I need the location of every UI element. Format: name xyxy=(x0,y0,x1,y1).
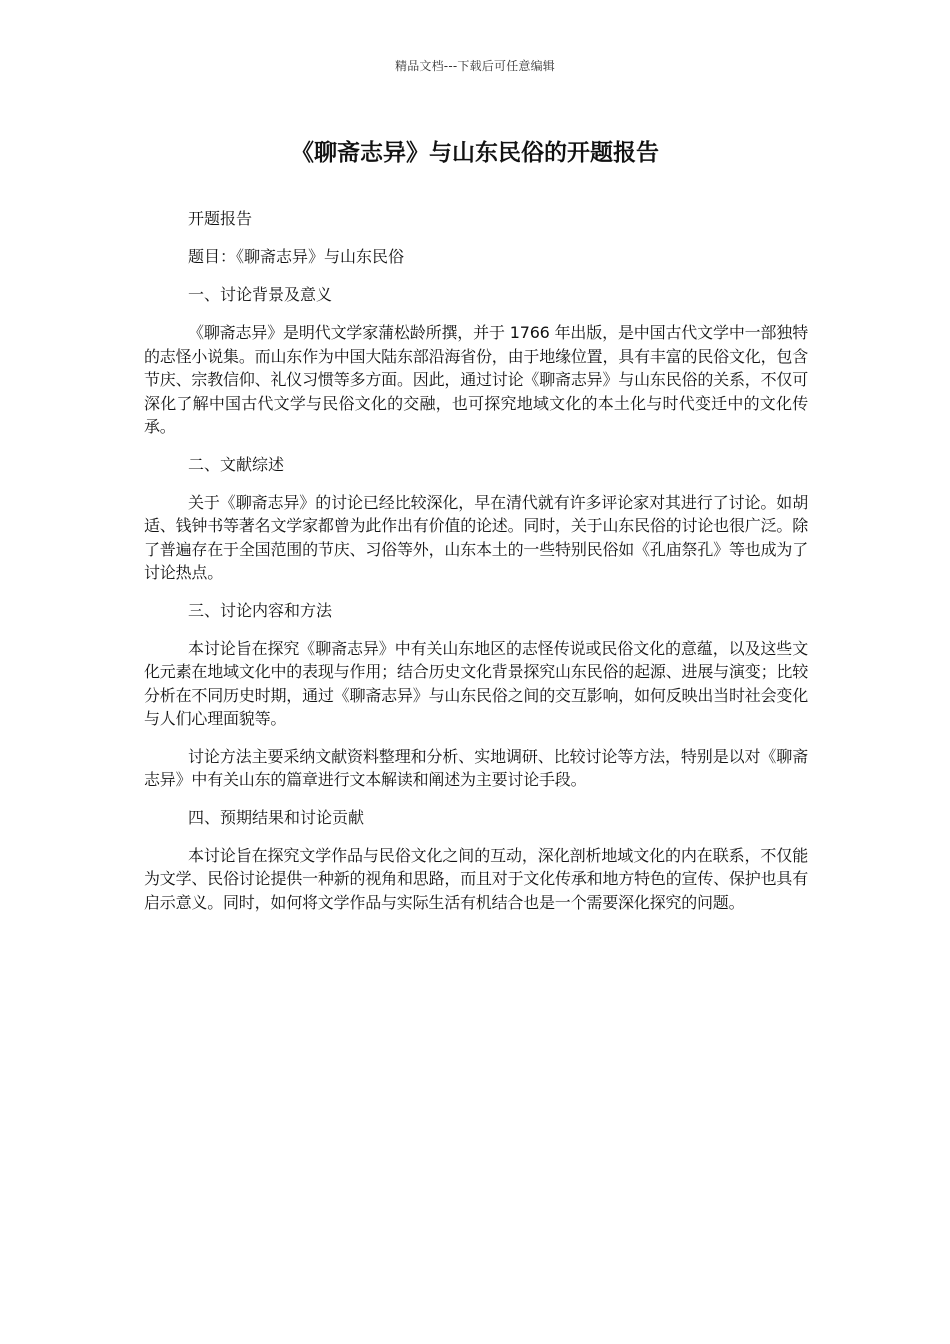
paragraph-literature: 关于《聊斋志异》的讨论已经比较深化，早在清代就有许多评论家对其进行了讨论。如胡适、钱钟书等著名文学家都曾为此作出有价值的论述。同时，关于山东民俗的讨论也很广泛。除了普遍存在于全国范围的节庆、习俗等外，山东本土的一些特别民俗如《孔庙祭孔》等也成为了讨论热点。 xyxy=(144,492,808,582)
section-heading-expected-results: 四、预期结果和讨论贡献 xyxy=(188,807,365,827)
section-heading-background: 一、讨论背景及意义 xyxy=(188,285,333,304)
report-label: 开题报告 xyxy=(188,209,253,228)
section-heading-literature: 二、文献综述 xyxy=(188,454,285,474)
document-title: 《聊斋志异》与山东民俗的开题报告 xyxy=(291,140,659,166)
document-body xyxy=(144,207,808,928)
header-note: 精品文档---下载后可任意编辑 xyxy=(395,59,555,73)
paragraph-content: 本讨论旨在探究《聊斋志异》中有关山东地区的志怪传说或民俗文化的意蕴，以及这些文化元素在地域文化中的表现与作用；结合历史文化背景探究山东民俗的起源、进展与演变；比较分析在不同历史时期，通过《聊斋志异》与山东民俗之间的交互影响，如何反映出当时社会变化与人们心理面貌等。 xyxy=(144,638,808,728)
paragraph-background: 《聊斋志异》是明代文学家蒲松龄所撰，并于 1766 年出版，是中国古代文学中一部独特的志怪小说集。而山东作为中国大陆东部沿海省份，由于地缘位置，具有丰富的民俗文化，包含节庆、宗教信仰、礼仪习惯等多方面。因此，通过讨论《聊斋志异》与山东民俗的关系，不仅可深化了解中国古代文学与民俗文化的交融，也可探究地域文化的本土化与时代变迁中的文化传承。 xyxy=(144,323,808,436)
paragraph-expected-results: 本讨论旨在探究文学作品与民俗文化之间的互动，深化剖析地域文化的内在联系，不仅能为文学、民俗讨论提供一种新的视角和思路，而且对于文化传承和地方特色的宣传、保护也具有启示意义。同时，如何将文学作品与实际生活有机结合也是一个需要深化探究的问题。 xyxy=(144,845,808,912)
section-heading-content-method: 三、讨论内容和方法 xyxy=(188,600,333,620)
paragraph-method: 讨论方法主要采纳文献资料整理和分析、实地调研、比较讨论等方法，特别是以对《聊斋志异》中有关山东的篇章进行文本解读和阐述为主要讨论手段。 xyxy=(144,746,808,789)
topic-line: 题目：《聊斋志异》与山东民俗 xyxy=(188,247,405,266)
